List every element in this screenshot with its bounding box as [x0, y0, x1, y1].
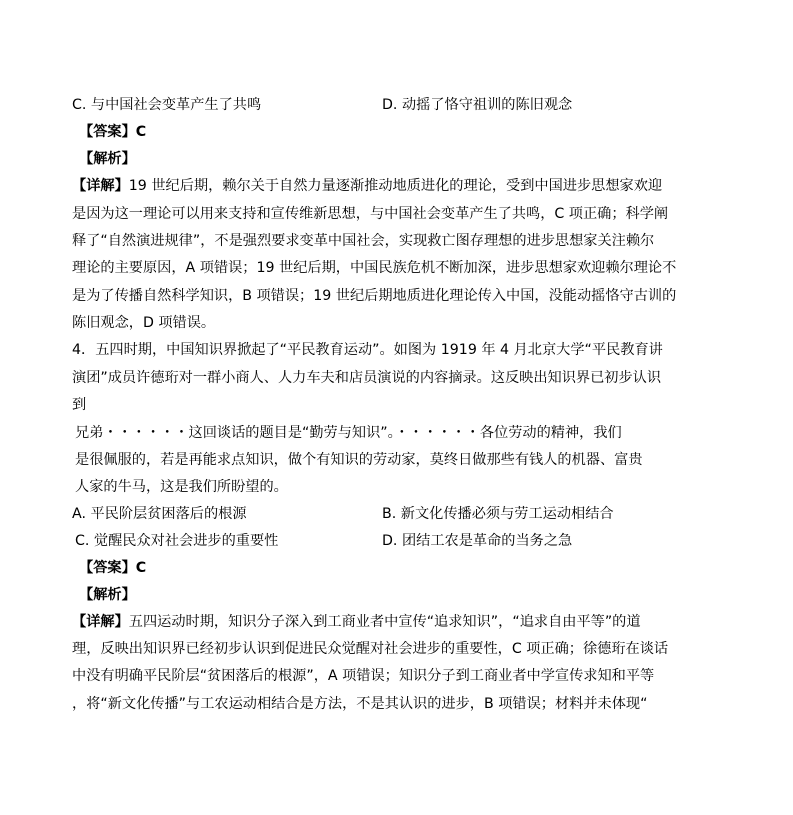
q3-option-d: D. 动摇了恪守祖训的陈旧观念 — [382, 97, 573, 113]
q4-detail-line: 理，反映出知识界已经初步认识到促进民众觉醒对社会进步的重要性，C 项正确；徐德珩在谈话 — [72, 641, 669, 657]
q3-option-c: C. 与中国社会变革产生了共鸣 — [72, 97, 262, 113]
detail-text: 19 世纪后期，赖尔关于自然力量逐渐推动地质进化的理论，受到中国进步思想家欢迎 — [128, 178, 663, 194]
detail-label: 【详解】 — [72, 614, 129, 630]
q4-quote-line: 是很佩服的，若是再能求点知识，做个有知识的劳动家，莫终日做那些有钱人的机器、富贵 — [75, 452, 643, 468]
q3-answer — [79, 122, 729, 142]
q4-stem-line: 4．五四时期，中国知识界掀起了“平民教育运动”。如图为 1919 年 4 月北京大学“平民教育讲 — [72, 342, 663, 358]
q4-quote-line: 人家的牛马，这是我们所盼望的。 — [75, 479, 288, 495]
q3-analysis-label: 【解析】 — [79, 151, 136, 167]
q4-quote-line: 兄弟・・・・・・这回谈话的题目是“勤劳与知识”。・・・・・・各位劳动的精神，我们 — [75, 425, 622, 441]
q3-detail-line — [72, 176, 722, 196]
q3-detail-line: 陈旧观念，D 项错误。 — [72, 315, 216, 331]
answer-value: C — [135, 124, 147, 140]
q4-option-a: A. 平民阶层贫困落后的根源 — [72, 506, 247, 522]
q4-option-c: C. 觉醒民众对社会进步的重要性 — [75, 533, 279, 549]
answer-label: 【答案】 — [79, 560, 136, 576]
answer-label: 【答案】 — [79, 124, 136, 140]
q3-detail-line: 理论的主要原因，A 项错误；19 世纪后期，中国民族危机不断加深，进步思想家欢迎赖尔理论不 — [72, 260, 677, 276]
q4-option-b: B. 新文化传播必须与劳工运动相结合 — [382, 506, 614, 522]
q4-detail-line: 中没有明确平民阶层“贫困落后的根源”，A 项错误；知识分子到工商业者中学宣传求知和平等 — [72, 668, 655, 684]
q4-stem-line: 到 — [72, 397, 87, 413]
q4-answer — [79, 558, 729, 578]
q3-detail-line: 是因为这一理论可以用来支持和宣传维新思想，与中国社会变革产生了共鸣，C 项正确；科学阐 — [72, 206, 669, 222]
q4-detail-line — [72, 612, 722, 632]
q4-stem-line: 演团”成员许德珩对一群小商人、人力车夫和店员演说的内容摘录。这反映出知识界已初步认识 — [72, 370, 662, 386]
q4-analysis-label: 【解析】 — [79, 587, 136, 603]
detail-label: 【详解】 — [72, 178, 129, 194]
answer-value: C — [135, 560, 147, 576]
q3-detail-line: 释了“自然演进规律”，不是强烈要求变革中国社会，实现救亡图存理想的进步思想家关注赖尔 — [72, 233, 655, 249]
q3-detail-line: 是为了传播自然科学知识，B 项错误；19 世纪后期地质进化理论传入中国，没能动摇恪守古训的 — [72, 288, 677, 304]
detail-text: 五四运动时期，知识分子深入到工商业者中宣传“追求知识”，“追求自由平等”的道 — [128, 614, 641, 630]
q4-detail-line: ，将“新文化传播”与工农运动相结合是方法，不是其认识的进步，B 项错误；材料并未体现“ — [72, 696, 648, 712]
q4-option-d: D. 团结工农是革命的当务之急 — [382, 533, 573, 549]
